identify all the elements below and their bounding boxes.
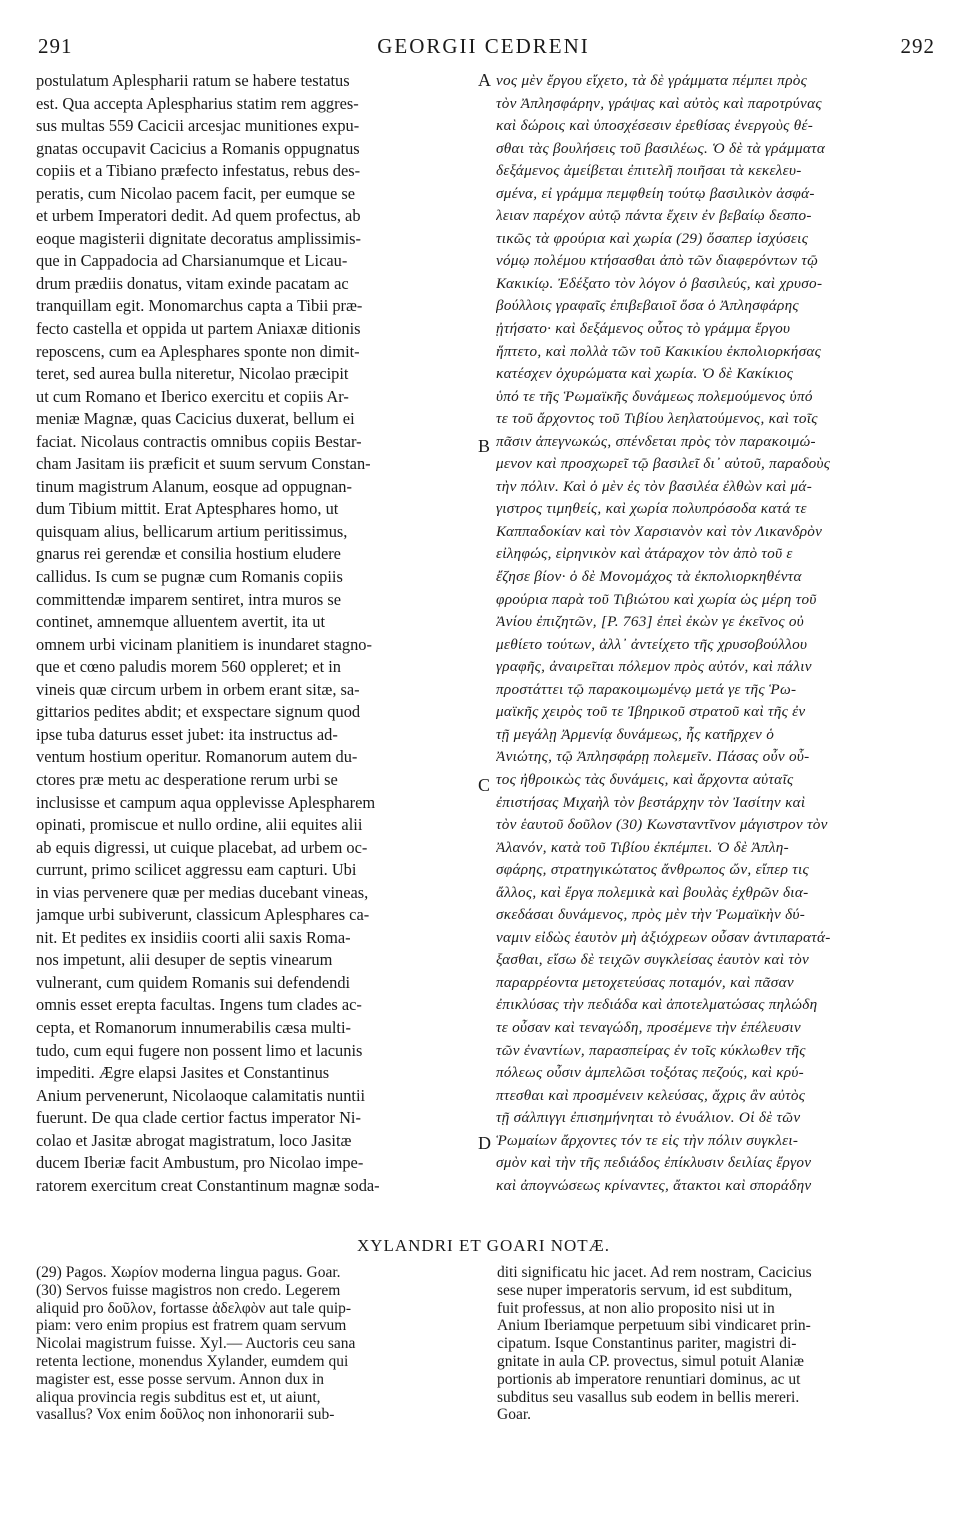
margin-letter-c: C xyxy=(478,775,491,795)
note-line: Goar. xyxy=(497,1406,532,1424)
notes-right-column xyxy=(497,1264,937,1424)
latin-text-line: que et cœno paludis morem 560 oppleret; et in xyxy=(36,657,341,677)
latin-text-line: fuerunt. De qua clade certior factus imperator Ni- xyxy=(36,1108,361,1128)
note-line: portionis ab imperatore renuntiari dominus, ac ut xyxy=(497,1370,801,1388)
greek-text-line: ἐπικλύσας τὴν πεδιάδα καὶ ἀποτελματώσας πηλώδη xyxy=(496,996,818,1014)
latin-text-line: omnem urbi vicinam planitiem is inundaret stagno- xyxy=(36,634,372,654)
note-line: diti significatu hic jacet. Ad rem nostram, Cacicius xyxy=(497,1264,812,1281)
greek-text-line: σφάρης, στρατηγικώτατος ἄνθρωπος ὤν, εἴπερ τις xyxy=(496,861,809,879)
note-line: vasallus? Vox enim δοῦλος non inhonorarii sub- xyxy=(36,1406,335,1424)
greek-text-line: τὴν πόλιν. Καὶ ὁ μὲν ἐς τὸν βασιλέα ἐλθὼν καὶ μά- xyxy=(496,477,813,495)
latin-text-line: dum Tibium mittit. Erat Aptesphares homo, ut xyxy=(36,499,339,519)
latin-text-line: jamque urbi subiverunt, classicum Aplesphares ca- xyxy=(36,905,370,925)
latin-text-line: vineis quæ circum urbem in orbem erant sitæ, sa- xyxy=(36,679,360,699)
latin-text-line: nit. Et pedites ex insidiis coorti alii saxis Roma- xyxy=(36,927,351,947)
greek-text-line: ἐπιστήσας Μιχαὴλ τὸν βεστάρχην τὸν Ἰασίτην καὶ xyxy=(496,793,806,811)
greek-text-line: τε τοῦ ἄρχοντος τοῦ Τιβίου λεηλατούμενος, καὶ τοῖς xyxy=(496,410,818,428)
greek-text-line: σκεδάσαι δυνάμενος, πρὸς μὲν τὴν Ῥωμαϊκὴν δύ- xyxy=(496,906,806,924)
latin-text-line: copiis et a Tibiano præfecto infestatus, rebus des- xyxy=(36,161,361,181)
note-line: sese nuper imperatoris servum, id est subditum, xyxy=(497,1281,793,1299)
latin-text-line: callidus. Is cum se pugnæ cum Romanis copiis xyxy=(36,567,343,587)
latin-text-line: impediti. Ægre elapsi Jasites et Constantinus xyxy=(36,1063,330,1083)
greek-text-line: Ἀλανόν, κατὰ τοῦ Τιβίου ἐκπέμπει. Ὁ δὲ Ἀπλη- xyxy=(496,838,789,856)
latin-text-line: que in Cappadocia ad Charsianumque et Licau- xyxy=(36,251,348,271)
notes-heading: XYLANDRI ET GOARI NOTÆ. xyxy=(356,1236,611,1255)
latin-text-line: gnatas occupavit Cacicius a Romanis oppugnatus xyxy=(36,138,360,158)
greek-text-line: Ἀνιώτης, τῷ Ἀπλησφάρῃ πολεμεῖν. Πάσας οὖν οὗ- xyxy=(496,748,810,766)
latin-text-line: committendæ imparem sentiret, intra muros se xyxy=(36,589,341,609)
running-header xyxy=(30,22,937,56)
latin-text-line: faciat. Nicolaus contractis omnibus copiis Bestar- xyxy=(36,431,362,451)
greek-text-line: πόλεως οὖσιν ἀμπελῶσι τοξότας πεζούς, καὶ κρύ- xyxy=(496,1064,804,1082)
latin-text-line: cepta, et Romanorum innumerabilis cæsa multi- xyxy=(36,1017,351,1037)
note-line: magister est, esse posse servum. Annon dux in xyxy=(36,1370,325,1388)
greek-text-line: ξασθαι, εἴσω δὲ τειχῶν συγκλείσας ἑαυτὸν καὶ τὸν xyxy=(496,951,810,969)
note-line: (29) Pagos. Χωρίον moderna lingua pagus. Goar. xyxy=(36,1264,341,1281)
greek-text-line: καὶ ἀπογνώσεως κρίναντες, ἄτακτοι καὶ σποράδην xyxy=(496,1176,812,1194)
greek-text-line: πτεσθαι καὶ προσμένειν κελεύσας, ἄχρις ἂν αὐτὸς xyxy=(496,1086,806,1104)
greek-column xyxy=(496,70,936,1197)
latin-text-line: inclusisse et campum aqua opplevisse Aplespharem xyxy=(36,792,376,812)
greek-text-line: προστάττει τῷ παρακοιμωμένῳ μετά γε τῆς Ῥω- xyxy=(496,680,797,698)
greek-text-line: τικῶς τὰ φρούρια καὶ χωρία (29) ὅσαπερ ἰσχύσεις xyxy=(496,229,809,247)
greek-text-line: γιστρος τιμηθείς, καὶ χωρία πολυπρόσοδα κατά τε xyxy=(496,500,807,518)
greek-text-line: σμένα, εἰ γράμμα πεμφθείη τούτῳ βασιλικὸν ἀσφά- xyxy=(496,184,815,202)
latin-text-line: vulnerant, cum quidem Romanis sui defendendi xyxy=(36,972,351,992)
greek-text-line: νόμῳ πολέμου κτήσασθαι ἀπὸ τῶν διαφερόντων τῷ xyxy=(496,252,819,270)
latin-text-line: fecto castella et oppida ut partem Aniaxæ ditionis xyxy=(36,319,361,339)
greek-text-line: ναμιν εἰδὼς ἑαυτὸν μὴ ἀξιόχρεων οὖσαν ἀντιπαρατά- xyxy=(496,928,831,946)
latin-text-line: tudo, cum equi fugere non possent limo et lacunis xyxy=(36,1040,363,1060)
latin-text-line: gnarus rei gerendæ et consilia hostium eludere xyxy=(36,544,341,564)
latin-text-line: postulatum Aplespharii ratum se habere testatus xyxy=(36,71,350,90)
greek-text-line: μεθίετο τούτων, ἀλλ᾽ ἀντείχετο τῆς χρυσοβούλλου xyxy=(496,635,808,653)
latin-text-line: continet, amnemque alluentem avertit, ita ut xyxy=(36,612,326,632)
latin-text-line: peratis, cum Nicolao pacem facit, per eumque se xyxy=(36,183,356,203)
note-line: Nicolai magistrum fuisse. Xyl.— Auctoris ceu sana xyxy=(36,1335,356,1353)
latin-text-line: gittarios pedites abdit; et exspectare signum quod xyxy=(36,702,361,722)
greek-text-line: Ἀνίου ἐπιζητῶν, [P. 763] ἐπεὶ ἐκὼν γε ἐκεῖνος οὐ xyxy=(496,613,805,631)
latin-text-line: nos impetunt, alii desuper de septis vinearum xyxy=(36,950,333,970)
greek-text-line: ἥπτετο, καὶ πολλὰ τῶν τοῦ Κακικίου ἐκπολιορκήσας xyxy=(496,342,822,360)
greek-text-line: τῇ μεγάλῃ Ἀρμενίᾳ δυνάμεως, ἧς κατῆρχεν ὁ xyxy=(496,725,775,743)
greek-text-line: ὑπό τε τῆς Ῥωμαϊκῆς δυνάμεως πολεμούμενος ὑπό xyxy=(496,387,813,405)
note-line: piam: vero enim propius est fratrem quam servum xyxy=(36,1317,347,1335)
greek-text-line: εἰληφώς, εἰρηνικὸν καὶ ἀτάραχον τὸν ἀπὸ τοῦ ε xyxy=(496,545,793,563)
greek-text-line: βούλλοις γραφαῖς ἐπιβεβαιοῖ ὅσα ὁ Ἀπλησφάρης xyxy=(496,297,799,315)
greek-text-line: ᾐτήσατο· καὶ δεξάμενος οὗτος τὸ γράμμα ἔργου xyxy=(496,320,791,338)
note-line: aliquid pro δοῦλον, fortasse ἀδελφὸν aut tale quip- xyxy=(36,1299,352,1317)
latin-text-line: ventum hostium operitur. Romanorum autem du- xyxy=(36,747,358,767)
latin-text-line: ducem Iberiæ facit Ambustum, pro Nicolao impe- xyxy=(36,1153,364,1173)
latin-text-line: tinum magistrum Alanum, eosque ad oppugnan- xyxy=(36,476,352,496)
greek-text-line: καὶ δώροις καὶ ὑποσχέσεσιν ἐρεθίσας ἐνεργοὺς θέ- xyxy=(496,117,814,135)
greek-text-line: Καππαδοκίαν καὶ τὸν Χαρσιανὸν καὶ τὸν Λικανδρὸν xyxy=(496,522,823,540)
latin-text-line: quisquam alius, bellicarum artium peritissimus, xyxy=(36,521,348,541)
latin-text-line: colao et Jasitæ abrogat magistratum, loco Jasitæ xyxy=(36,1130,352,1150)
note-line: aliqua provincia regis subditus est et, ut aiunt, xyxy=(36,1388,321,1406)
latin-text-line: meniæ Magnæ, quas Cacicius duxerat, bellum ei xyxy=(36,409,355,429)
latin-text-line: ab equis digressi, ut cuique placebat, ad urbem oc- xyxy=(36,837,368,857)
greek-text-line: μενον καὶ προσχωρεῖ τῷ βασιλεῖ δι᾽ αὐτοῦ, παραδοὺς xyxy=(496,455,831,473)
greek-text-line: Ῥωμαίων ἄρχοντες τόν τε εἰς τὴν πόλιν συγκλει- xyxy=(496,1131,799,1149)
greek-text-line: τε οὖσαν καὶ τεναγώδη, προσέμενε τὴν ἐπέλευσιν xyxy=(496,1018,801,1036)
note-line: (30) Servos fuisse magistros non credo. Legerem xyxy=(36,1281,341,1299)
latin-text-line: teret, sed aurea bulla niteretur, Nicolao præcipit xyxy=(36,364,349,384)
notes-left-column xyxy=(36,1264,476,1424)
greek-text-line: μαϊκῆς χειρὸς τοῦ τε Ἰβηρικοῦ στρατοῦ καὶ τῆς ἐν xyxy=(496,703,806,721)
margin-letter-a: A xyxy=(478,70,491,90)
greek-text-line: κατέσχεν ὀχυρώματα καὶ χωρία. Ὁ δὲ Κακίκιος xyxy=(496,365,794,383)
greek-text-line: νος μὲν ἔργου εἴχετο, τὰ δὲ γράμματα πέμπει πρὸς xyxy=(496,72,808,89)
latin-column xyxy=(36,70,472,1197)
latin-text-line: currunt, primo scilicet aggressu eam capturi. Ubi xyxy=(36,860,357,880)
note-line: Anium Iberiamque perpetuum sibi vindicaret prin- xyxy=(497,1317,811,1335)
note-line: subditus seu vasallus sub eodem in bellis mereri. xyxy=(497,1388,800,1406)
latin-text-line: ipse tuba daturus esset jubet: ita instructus ad- xyxy=(36,724,338,744)
margin-letter-d: D xyxy=(478,1133,491,1153)
greek-text-line: τος ἠθροικὼς τὰς δυνάμεις, καὶ ἄρχοντα αὐταῖς xyxy=(496,770,794,788)
latin-text-line: eoque magisterii dignitate decoratus amplissimis- xyxy=(36,228,362,248)
note-line: gnitate in aula CP. provectus, simul potuit Alaniæ xyxy=(497,1352,804,1370)
running-title: GEORGII CEDRENI xyxy=(377,34,590,58)
greek-text-line: σμὸν καὶ τὴν τῆς πεδιάδος ἐπίκλυσιν δειλίας ἔργον xyxy=(496,1154,812,1172)
greek-text-line: φρούρια παρὰ τοῦ Τιβιώτου καὶ χωρία ὡς μέρη τοῦ xyxy=(496,590,817,608)
latin-text-line: drum prædiis donatus, vitam exinde pacatam ac xyxy=(36,273,349,293)
latin-text-line: ut cum Romano et Iberico exercitu et copiis Ar- xyxy=(36,386,349,406)
latin-text-line: tranquillam egit. Monomarchus capta a Tibii præ- xyxy=(36,296,363,316)
greek-text-line: ἔζησε βίον· ὁ δὲ Μονομάχος τὰ ἐκπολιορκηθέντα xyxy=(496,568,802,586)
latin-text-line: opinati, promiscue et nullo ordine, alii equites alii xyxy=(36,815,363,835)
latin-text-line: Anium pervenerunt, Nicolaoque calamitatis nuntii xyxy=(36,1085,366,1105)
note-line: cipatum. Isque Constantinus pariter, magistri di- xyxy=(497,1335,797,1353)
latin-text-line: est. Qua accepta Aplespharius statim rem aggres- xyxy=(36,93,359,113)
greek-text-line: παραρρέοντα μετοχετεύσας ποταμόν, καὶ πᾶσαν xyxy=(496,973,794,991)
greek-text-line: λειαν παρέχον αὐτῷ πάντα ἔχειν ἐν βεβαίῳ δεσπο- xyxy=(496,207,812,225)
left-page-number: 291 xyxy=(38,34,73,58)
latin-text-line: reposcens, cum ea Aplesphares sponte non dimit- xyxy=(36,341,360,361)
greek-text-line: τὸν Ἀπλησφάρην, γράψας καὶ αὐτὸς καὶ παροτρύνας xyxy=(496,94,822,112)
latin-text-line: sus multas 559 Cacicii arcesjac munitiones expu- xyxy=(36,116,360,136)
note-line: fuit professus, at non alio proposito nisi ut in xyxy=(497,1299,775,1317)
greek-text-line: δεξάμενος ἀμείβεται ἐπιτελῆ ποιῆσαι τὰ κεκελευ- xyxy=(496,162,802,180)
latin-text-line: cham Jasitam iis præficit et suum servum Constan- xyxy=(36,454,371,474)
greek-text-line: γραφῆς, ἀναιρεῖται πόλεμον πρὸς αὐτόν, καὶ πάλιν xyxy=(496,658,812,676)
latin-text-line: omnis esset erepta facultas. Ingens tum clades ac- xyxy=(36,995,362,1015)
greek-text-line: πᾶσιν ἀπεγνωκώς, σπένδεται πρὸς τὸν παρακοιμώ- xyxy=(496,432,816,450)
greek-text-line: τῇ σάλπιγγι ἐπισημήνηται τὸ ἐνυάλιον. Οἱ δὲ τῶν xyxy=(496,1109,801,1127)
greek-text-line: σθαι τὰς βουλήσεις τοῦ βασιλέως. Ὁ δὲ τὰ γράμματα xyxy=(496,139,826,157)
note-line: retenta lectione, monendus Xylander, eumdem qui xyxy=(36,1352,349,1370)
greek-text-line: ἄλλος, καὶ ἔργα πολεμικὰ καὶ βουλὰς ἐχθρῶν δια- xyxy=(496,883,809,901)
margin-letter-b: B xyxy=(478,436,491,456)
latin-text-line: ctores præ metu ac desperatione rerum urbi se xyxy=(36,769,338,789)
latin-text-line: in vias pervenere quæ per medias ducebant vineas, xyxy=(36,882,369,902)
greek-text-line: τῶν ἐναντίων, παρασπείρας ἐν τοῖς κύκλωθεν τῆς xyxy=(496,1041,806,1059)
latin-text-line: et urbem Imperatori dedit. Ad quem profectus, ab xyxy=(36,206,361,226)
greek-text-line: Κακικίῳ. Ἐδέξατο τὸν λόγον ὁ βασιλεύς, καὶ χρυσο- xyxy=(496,274,823,292)
greek-text-line: τὸν ἑαυτοῦ δοῦλον (30) Κωνσταντῖνον μάγιστρον τὸν xyxy=(496,816,828,834)
latin-text-line: ratorem exercitum creat Constantinum magnæ soda- xyxy=(36,1175,380,1195)
right-page-number: 292 xyxy=(900,34,935,58)
